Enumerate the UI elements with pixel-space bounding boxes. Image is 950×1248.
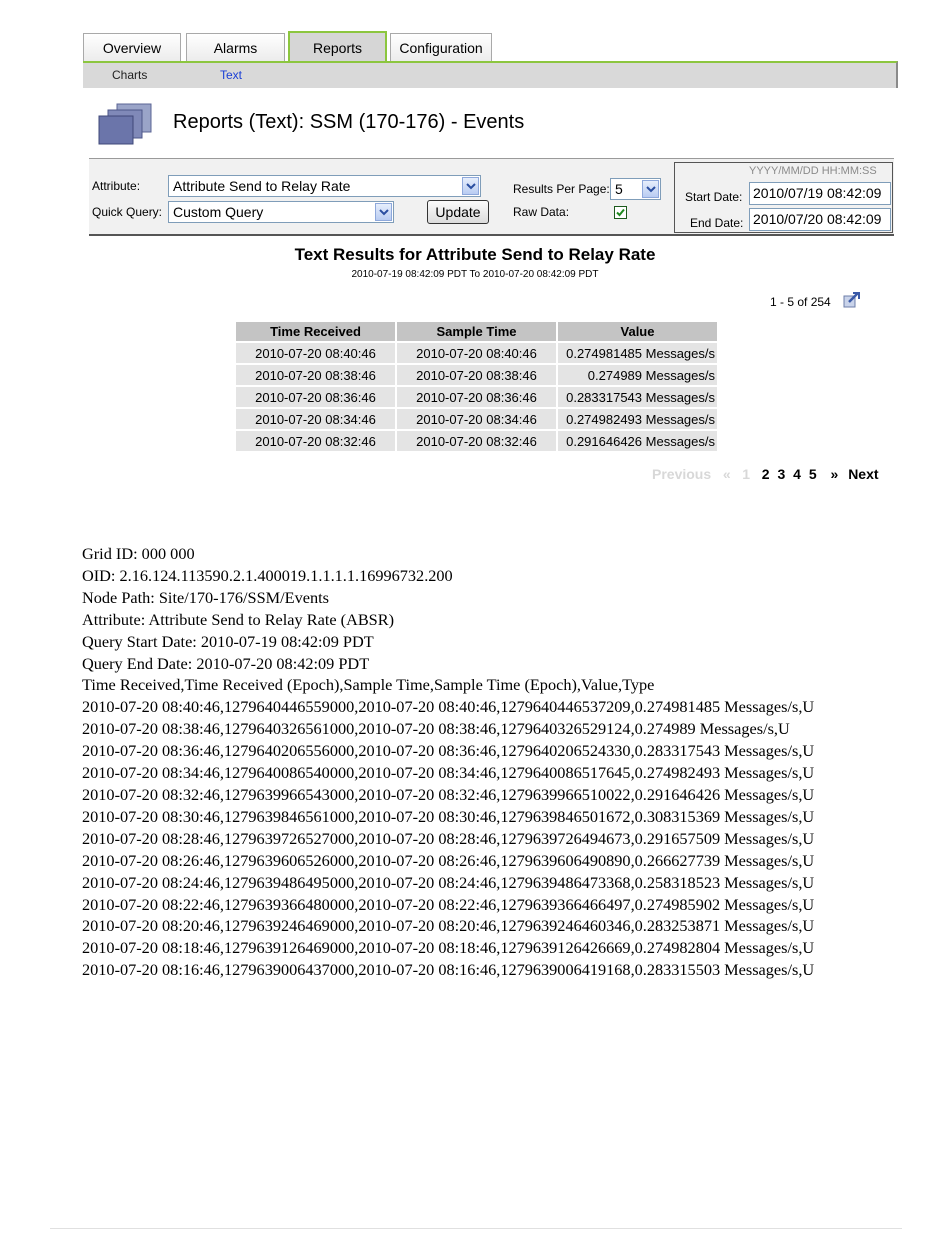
raw-attribute: Attribute: Attribute Send to Relay Rate (ABSR) [82, 609, 395, 629]
raw-data-label: Raw Data: [513, 205, 570, 219]
cell-time-received: 2010-07-20 08:34:46 [236, 409, 395, 429]
pager-page-link[interactable]: 4 [793, 466, 801, 482]
table-row [236, 431, 717, 451]
pager-first-link: « [722, 466, 731, 482]
column-header[interactable]: Value [558, 322, 717, 341]
cell-value: 0.283317543 Messages/s [558, 387, 717, 407]
attribute-label: Attribute: [92, 179, 141, 193]
start-date-label: Start Date: [685, 190, 743, 204]
raw-oid: OID: 2.16.124.113590.2.1.400019.1.1.1.1.16996732.200 [82, 565, 453, 585]
results-date-range: 2010-07-19 08:42:09 PDT To 2010-07-20 08:42:09 PDT [351, 269, 599, 280]
raw-csv-row: 2010-07-20 08:30:46,1279639846561000,2010-07-20 08:30:46,1279639846501672,0.308315369 Messages/s,U [82, 806, 815, 826]
query-panel [89, 158, 894, 236]
cell-sample-time: 2010-07-20 08:38:46 [397, 365, 556, 385]
pager-page-link[interactable]: 3 [777, 466, 786, 482]
column-header[interactable]: Time Received [236, 322, 395, 341]
raw-csv-header: Time Received,Time Received (Epoch),Sample Time,Sample Time (Epoch),Value,Type [82, 675, 655, 695]
raw-csv-row: 2010-07-20 08:24:46,1279639486495000,2010-07-20 08:24:46,1279639486473368,0.258318523 Messages/s,U [82, 872, 815, 892]
pager-current-page: 1 [742, 466, 751, 482]
table-header-row [236, 322, 717, 341]
results-table [234, 320, 719, 453]
cell-value: 0.274981485 Messages/s [558, 343, 717, 363]
pager-page-link[interactable]: 2 [761, 466, 770, 482]
table-row [236, 365, 717, 385]
chevron-down-icon [375, 203, 392, 221]
cell-sample-time: 2010-07-20 08:32:46 [397, 431, 556, 451]
attribute-select-value: Attribute Send to Relay Rate [173, 178, 351, 194]
raw-csv-row: 2010-07-20 08:16:46,1279639006437000,2010-07-20 08:16:46,1279639006419168,0.283315503 Messages/s,U [82, 960, 815, 980]
cell-sample-time: 2010-07-20 08:36:46 [397, 387, 556, 407]
cell-sample-time: 2010-07-20 08:34:46 [397, 409, 556, 429]
quick-query-label: Quick Query: [92, 205, 163, 219]
cell-value: 0.274989 Messages/s [558, 365, 717, 385]
checkmark-icon [616, 208, 625, 217]
table-row [236, 343, 717, 363]
cell-value: 0.291646426 Messages/s [558, 431, 717, 451]
sub-navigation [83, 61, 898, 88]
raw-query-start-date: Query Start Date: 2010-07-19 08:42:09 PDT [82, 631, 374, 651]
raw-csv-row: 2010-07-20 08:28:46,1279639726527000,2010-07-20 08:28:46,1279639726494673,0.291657509 Messages/s,U [82, 828, 815, 848]
raw-data-checkbox[interactable] [614, 206, 627, 219]
column-header[interactable]: Sample Time [397, 322, 556, 341]
results-title: Text Results for Attribute Send to Relay Rate [294, 245, 656, 264]
results-per-page-label: Results Per Page: [513, 182, 610, 196]
subnav-charts-link[interactable]: Charts [112, 68, 148, 82]
results-count: 1 - 5 of 254 [770, 295, 831, 309]
raw-csv-row: 2010-07-20 08:38:46,1279640326561000,2010-07-20 08:38:46,1279640326529124,0.274989 Messages/s,U [82, 719, 790, 739]
raw-csv-row: 2010-07-20 08:20:46,1279639246469000,2010-07-20 08:20:46,1279639246460346,0.283253871 Messages/s,U [82, 916, 815, 936]
raw-csv-row: 2010-07-20 08:26:46,1279639606526000,2010-07-20 08:26:46,1279639606490890,0.266627739 Messages/s,U [82, 850, 815, 870]
results-per-page-value: 5 [615, 181, 623, 197]
pager-page-link[interactable]: 5 [808, 466, 817, 482]
raw-node-path: Node Path: Site/170-176/SSM/Events [82, 587, 329, 607]
raw-csv-row: 2010-07-20 08:22:46,1279639366480000,2010-07-20 08:22:46,1279639366466497,0.274985902 Messages/s,U [82, 894, 815, 914]
update-button[interactable]: Update [427, 200, 489, 224]
cell-value: 0.274982493 Messages/s [558, 409, 717, 429]
pager-next-link[interactable]: Next [848, 466, 879, 482]
table-row [236, 409, 717, 429]
tab-alarms[interactable]: Alarms [186, 33, 285, 61]
end-date-label: End Date: [690, 216, 744, 230]
raw-data-export [82, 543, 814, 981]
end-date-input[interactable]: 2010/07/20 08:42:09 [749, 208, 891, 231]
pager-previous-link: Previous [652, 466, 712, 482]
raw-query-end-date: Query End Date: 2010-07-20 08:42:09 PDT [82, 653, 370, 673]
raw-csv-row: 2010-07-20 08:18:46,1279639126469000,2010-07-20 08:18:46,1279639126426669,0.274982804 Messages/s,U [82, 938, 815, 958]
chevron-down-icon [642, 180, 659, 198]
attribute-select[interactable] [168, 175, 481, 197]
tab-overview[interactable]: Overview [83, 33, 181, 61]
reports-stack-icon [97, 102, 155, 148]
subnav-text-link[interactable]: Text [220, 68, 243, 82]
cell-time-received: 2010-07-20 08:32:46 [236, 431, 395, 451]
chevron-down-icon [462, 177, 479, 195]
raw-csv-row: 2010-07-20 08:36:46,1279640206556000,2010-07-20 08:36:46,1279640206524330,0.283317543 Messages/s,U [82, 741, 815, 761]
quick-query-select-value: Custom Query [173, 204, 264, 220]
quick-query-select[interactable] [168, 201, 394, 223]
raw-csv-row: 2010-07-20 08:40:46,1279640446559000,2010-07-20 08:40:46,1279640446537209,0.274981485 Messages/s,U [82, 697, 815, 717]
cell-time-received: 2010-07-20 08:38:46 [236, 365, 395, 385]
footer-divider [50, 1228, 902, 1229]
start-date-input[interactable]: 2010/07/19 08:42:09 [749, 182, 891, 205]
cell-time-received: 2010-07-20 08:40:46 [236, 343, 395, 363]
page-title: Reports (Text): SSM (170-176) - Events [173, 111, 525, 133]
export-icon[interactable] [843, 291, 861, 308]
tab-configuration[interactable]: Configuration [390, 33, 492, 61]
main-tab-bar [83, 31, 898, 61]
raw-grid-id: Grid ID: 000 000 [82, 544, 195, 563]
cell-sample-time: 2010-07-20 08:40:46 [397, 343, 556, 363]
pagination [652, 466, 883, 482]
table-row [236, 387, 717, 407]
date-format-hint: YYYY/MM/DD HH:MM:SS [749, 165, 877, 177]
cell-time-received: 2010-07-20 08:36:46 [236, 387, 395, 407]
date-range-box [674, 162, 893, 233]
results-per-page-select[interactable] [610, 178, 661, 200]
tab-reports[interactable]: Reports [288, 31, 387, 62]
raw-csv-row: 2010-07-20 08:32:46,1279639966543000,2010-07-20 08:32:46,1279639966510022,0.291646426 Messages/s,U [82, 784, 815, 804]
raw-csv-row: 2010-07-20 08:34:46,1279640086540000,2010-07-20 08:34:46,1279640086517645,0.274982493 Messages/s,U [82, 763, 815, 783]
pager-last-link[interactable]: » [830, 466, 839, 482]
